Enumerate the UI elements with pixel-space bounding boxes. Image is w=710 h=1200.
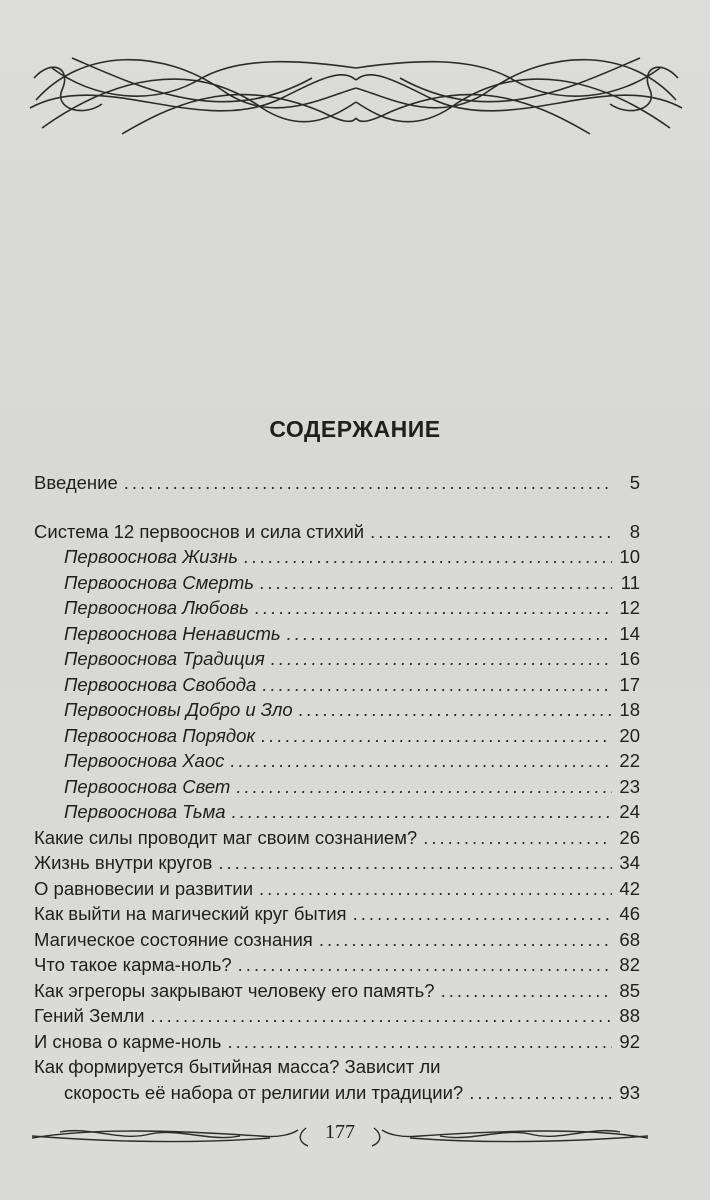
leader-dots (260, 570, 612, 596)
leader-dots (262, 672, 612, 698)
toc-entry-label: Введение (34, 472, 118, 493)
leader-dots (319, 927, 612, 953)
toc-entry-page: 16 (619, 648, 640, 669)
toc-entry-label: Как эгрегоры закрывают человеку его память? (34, 979, 435, 1001)
toc-entry-label: Первооснова Порядок (64, 724, 256, 746)
toc-entry-label: Жизнь внутри кругов (34, 852, 213, 873)
leader-dots (259, 876, 612, 902)
toc-subentry (34, 646, 640, 672)
leader-dots (236, 774, 612, 800)
leader-dots (218, 850, 612, 876)
toc-entry-label: Первооснова Свет (64, 775, 231, 797)
toc-entry-page: 10 (619, 546, 640, 567)
leader-dots (353, 901, 612, 927)
toc-entry-page: 12 (619, 597, 640, 618)
toc-entry-page: 14 (619, 622, 640, 644)
toc-subentry (34, 748, 640, 774)
toc-entry (34, 1029, 640, 1055)
toc-entry (34, 825, 640, 851)
toc-entry-page: 26 (619, 826, 640, 848)
toc-entry-label: Первооснова Свобода (64, 673, 257, 695)
leader-dots (227, 1029, 612, 1055)
toc-entry (34, 901, 640, 927)
toc-entry-line2 (34, 1080, 640, 1106)
toc-entry-label: Какие силы проводит маг своим сознанием? (34, 826, 418, 848)
toc-entry-page: 88 (619, 1005, 640, 1026)
toc-entry-label: Первооснова Традиция (64, 648, 265, 669)
toc-entry-page: 93 (619, 1081, 640, 1103)
toc-entry-page: 23 (619, 775, 640, 797)
toc-entry-label: Магическое состояние сознания (34, 928, 313, 950)
leader-dots (261, 723, 612, 749)
leader-dots (230, 748, 612, 774)
toc-subentry (34, 774, 640, 800)
leader-dots (238, 952, 612, 978)
toc-entry-page: 68 (619, 928, 640, 950)
table-of-contents (34, 470, 640, 1105)
toc-entry-page: 85 (619, 979, 640, 1001)
toc-entry-label: Первооснова Хаос (64, 750, 225, 771)
toc-entry-page: 82 (619, 954, 640, 975)
toc-subentry (34, 621, 640, 647)
toc-entry (34, 978, 640, 1004)
toc-subentry (34, 697, 640, 723)
toc-entry-label: Первооснова Ненависть (64, 622, 281, 644)
toc-entry-label: И снова о карме-ноль (34, 1030, 222, 1052)
leader-dots (271, 646, 612, 672)
toc-entry-label: Гений Земли (34, 1005, 145, 1026)
page-title: СОДЕРЖАНИЕ (269, 416, 441, 442)
toc-entry-label: Как формируется бытийная масса? Зависит ли (34, 1056, 441, 1077)
toc-entry (34, 470, 640, 496)
toc-entry (34, 519, 640, 545)
toc-subentry (34, 595, 640, 621)
toc-entry-label: О равновесии и развитии (34, 877, 254, 899)
toc-entry-page: 34 (619, 852, 640, 873)
toc-subentry (34, 570, 640, 596)
toc-subentry (34, 544, 640, 570)
toc-entry-page: 22 (619, 750, 640, 771)
leader-dots (232, 799, 612, 825)
leader-dots (469, 1080, 612, 1106)
toc-entry-page: 11 (620, 571, 640, 593)
toc-entry-page: 46 (619, 903, 640, 924)
leader-dots (299, 697, 612, 723)
toc-subentry (34, 799, 640, 825)
leader-dots (287, 621, 612, 647)
toc-entry-page: 20 (619, 724, 640, 746)
toc-entry (34, 927, 640, 953)
toc-entry-label: Как выйти на магический круг бытия (34, 903, 347, 924)
page-number: 177 (325, 1121, 355, 1143)
toc-entry-label: Первооснова Жизнь (64, 546, 238, 567)
toc-entry-page: 24 (619, 801, 640, 822)
toc-entry-label: Первооснова Смерть (64, 571, 254, 593)
leader-dots (124, 470, 612, 496)
leader-dots (441, 978, 612, 1004)
toc-entry (34, 1003, 640, 1029)
toc-entry-page: 18 (619, 699, 640, 720)
toc-entry-label: Первооснова Любовь (64, 597, 249, 618)
toc-entry-label: Что такое карма-ноль? (34, 954, 232, 975)
toc-entry-label: Первоосновы Добро и Зло (64, 699, 293, 720)
toc-entry (34, 952, 640, 978)
toc-entry-page: 42 (619, 877, 640, 899)
toc-entry (34, 850, 640, 876)
scroll-ornament-icon (22, 38, 690, 148)
toc-entry-page: 5 (629, 472, 640, 493)
toc-entry (34, 876, 640, 902)
toc-entry-page: 8 (629, 520, 640, 542)
toc-entry-label: скорость её набора от религии или традиции? (64, 1081, 464, 1103)
leader-dots (244, 544, 612, 570)
toc-entry-page: 92 (619, 1030, 640, 1052)
toc-subentry (34, 672, 640, 698)
toc-entry-line1 (34, 1054, 640, 1080)
toc-entry-label: Первооснова Тьма (64, 801, 226, 822)
toc-subentry (34, 723, 640, 749)
leader-dots (150, 1003, 612, 1029)
toc-entry-page: 17 (619, 673, 640, 695)
leader-dots (423, 825, 612, 851)
leader-dots (370, 519, 612, 545)
leader-dots (255, 595, 612, 621)
toc-entry-label: Система 12 первооснов и сила стихий (34, 520, 365, 542)
